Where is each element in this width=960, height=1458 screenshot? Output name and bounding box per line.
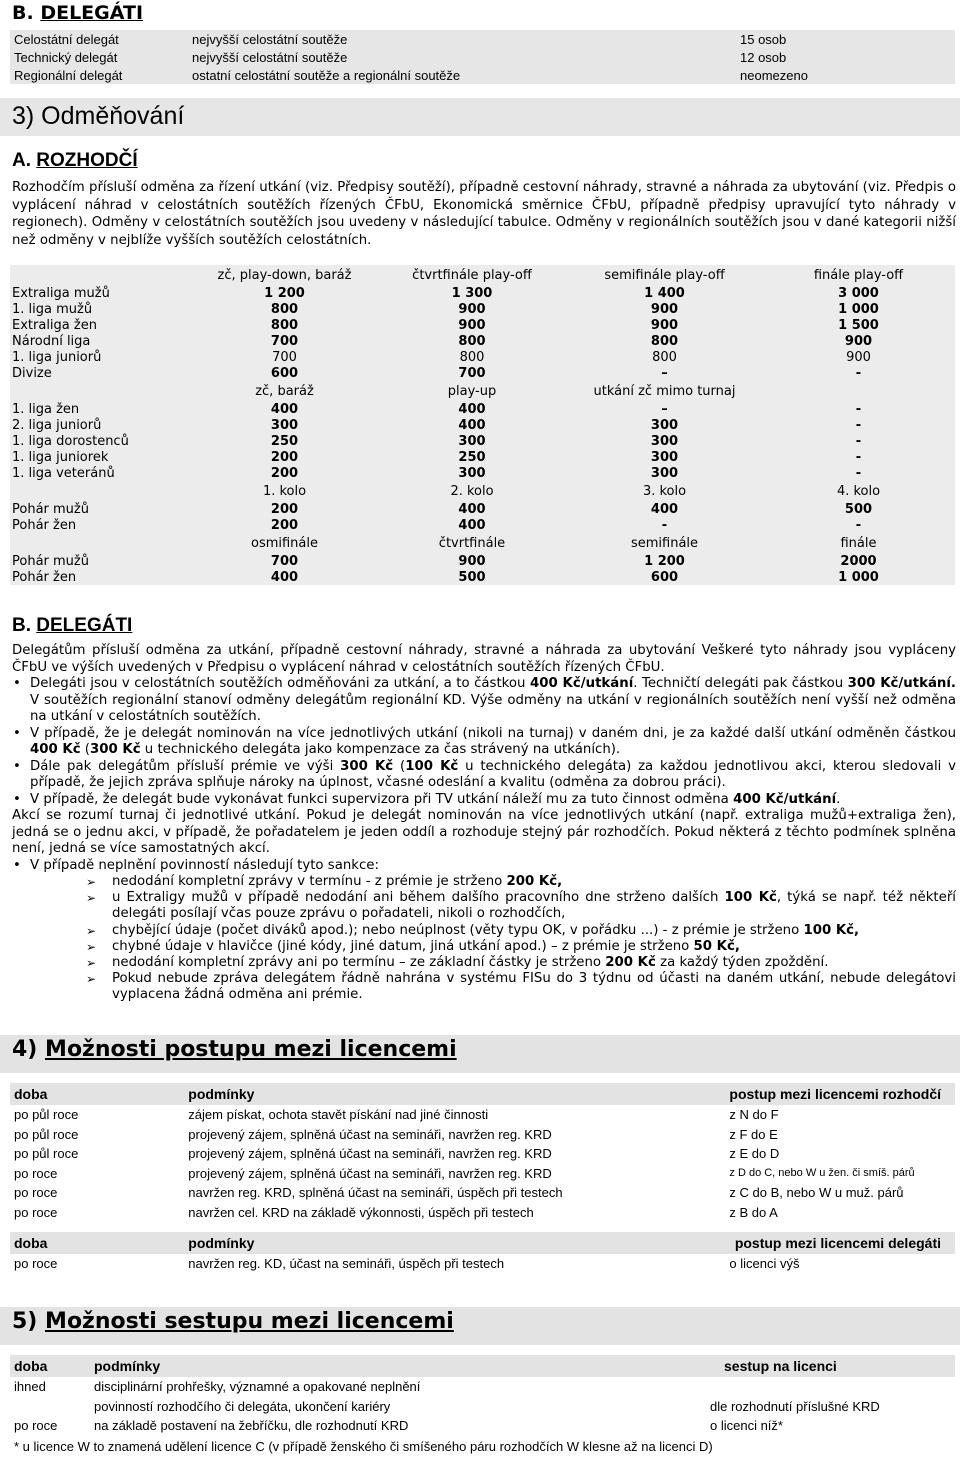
reward-value: 250 <box>192 433 377 449</box>
reward-value: 700 <box>192 333 377 349</box>
section-letter: B. <box>12 615 31 636</box>
cell-promotion: z B do A <box>729 1204 778 1220</box>
delegates-intro: Delegátům přísluší odměna za utkání, případně cestovní náhrady, stravné a náhrada za ubytování Veškeré tyto náhrady jsou vypláceny ČFbU ve výších uvedených v Předpisu o vyplácení náhrad v celostátních soutěžích řízených ČFbU. <box>12 643 956 675</box>
section5-band <box>0 1307 960 1345</box>
license-promotion-table <box>10 1083 955 1274</box>
action-definition: Akcí se rozumí turnaj či jednotlivé utkání. Pokud je delegát nominován na více jednotlivých utkání (např. extraliga mužů+extraliga žen), jedná se o jednu akci, v případě, že pořadatelem je jeden oddíl a rozhoduje stejný pár rozhodčích. Pokud některá z těchto podmínek splněna není, jedná se více samostatných akcí. <box>12 808 956 856</box>
reward-value: 200 <box>192 465 377 481</box>
competition-label: 1. liga veteránů <box>10 465 192 481</box>
reward-value: - <box>762 449 955 465</box>
competition-label: Extraliga mužů <box>10 285 192 301</box>
reward-value: 1 000 <box>762 569 955 585</box>
cell-conditions: projevený zájem, splněná účast na semináři, navržen reg. KRD <box>188 1126 552 1142</box>
delegate-role: Technický delegát <box>14 49 118 65</box>
table-row <box>10 1164 955 1184</box>
reward-value: 900 <box>567 317 762 333</box>
footnote: * u licence W to znamená udělení licence C (v případě ženského či smíšeného páru rozhodčích W klesne až na licenci D) <box>14 1439 713 1454</box>
cell-promotion: z F do E <box>729 1126 778 1142</box>
table-header-row <box>10 1232 955 1254</box>
delegates-heading-top <box>12 2 143 24</box>
reward-value: 900 <box>762 349 955 365</box>
table-row <box>10 317 955 333</box>
section-number: 4) <box>12 1037 38 1062</box>
reward-value: 900 <box>377 553 567 569</box>
list-item: • Dále pak delegátům přísluší prémie ve výši 300 Kč (100 Kč u technického delegáta) za každou jednotlivou akci, kterou sledovali v případě, že jejich zpráva splňuje nároky na úplnost, včasné odeslání a kvalitu (odměna za dobrou práci). <box>12 759 956 792</box>
competition-label: 2. liga juniorů <box>10 417 192 433</box>
cell-period: po roce <box>14 1204 58 1220</box>
reward-value: 400 <box>192 569 377 585</box>
competition-label: Pohár žen <box>10 517 192 533</box>
cell-conditions: povinností rozhodčího či delegáta, ukončení kariéry <box>94 1398 391 1414</box>
group-header-blank <box>10 481 192 501</box>
cell-conditions: disciplinární prohřešky, významné a opakované neplnění <box>94 1379 421 1395</box>
reward-value: 700 <box>377 365 567 381</box>
column-header: 3. kolo <box>567 481 762 501</box>
table-row <box>10 333 955 349</box>
reward-value: 600 <box>567 569 762 585</box>
table-row <box>10 1183 955 1203</box>
reward-value: 300 <box>377 433 567 449</box>
column-header: čtvrtfinále play-off <box>377 265 567 285</box>
reward-value: 600 <box>192 365 377 381</box>
table-row <box>10 569 955 585</box>
reward-value: 800 <box>377 349 567 365</box>
reward-value: 300 <box>567 449 762 465</box>
column-header: postup mezi licencemi rozhodčí <box>725 1083 955 1105</box>
table-row <box>10 1203 955 1223</box>
cell-promotion: z C do B, nebo W u muž. párů <box>729 1185 904 1201</box>
reward-value: - <box>762 465 955 481</box>
reward-value: 3 000 <box>762 285 955 301</box>
cell-conditions: navržen reg. KD, účast na semináři, úspěch při testech <box>188 1256 505 1272</box>
table-row <box>10 433 955 449</box>
reward-value: 200 <box>192 517 377 533</box>
table-row <box>10 417 955 433</box>
competition-label: Pohár mužů <box>10 501 192 517</box>
reward-value: 400 <box>377 501 567 517</box>
cell-period: po půl roce <box>14 1146 79 1162</box>
reward-value: - <box>762 417 955 433</box>
delegate-scope: nejvyšší celostátní soutěže <box>192 49 348 65</box>
table-row <box>10 449 955 465</box>
section3-title: 3) Odměňování <box>12 102 185 130</box>
section-letter: A. <box>12 150 31 171</box>
reward-value: 300 <box>192 417 377 433</box>
reward-value: - <box>762 517 955 533</box>
cell-promotion: o licenci výš <box>729 1256 800 1272</box>
sanction-item: ➢ chybné údaje v hlavičce (jiné kódy, jiné datum, jiná utkání apod.) – z prémie je strženo 50 Kč, <box>86 938 740 954</box>
cell-period: ihned <box>14 1379 46 1395</box>
reward-value: 200 <box>192 449 377 465</box>
column-header: finále play-off <box>762 265 955 285</box>
delegate-count: 15 osob <box>740 31 787 47</box>
column-header: 1. kolo <box>192 481 377 501</box>
list-item: • V případě, že je delegát nominován na více jednotlivých utkání (nikoli na turnaj) v daném dni, je za každé další utkání odměněn částkou 400 Kč (300 Kč u technického delegáta jako kompenzace za čas strávený na utkáních). <box>12 726 956 759</box>
section-title: Možnosti postupu mezi licencemi <box>45 1037 457 1062</box>
reward-value: 300 <box>567 433 762 449</box>
table-row <box>10 501 955 517</box>
competition-label: 1. liga žen <box>10 401 192 417</box>
table-row <box>10 1254 955 1274</box>
referee-rewards-table <box>10 265 955 585</box>
reward-value: 800 <box>192 301 377 317</box>
cell-conditions: navržen reg. KRD, splněná účast na semináři, úspěch při testech <box>188 1185 563 1201</box>
table-header-row <box>10 1355 955 1377</box>
cell-conditions: projevený zájem, splněná účast na semináři, navržen reg. KRD <box>188 1165 552 1181</box>
reward-value: 1 200 <box>192 285 377 301</box>
reward-value: 500 <box>762 501 955 517</box>
table-row <box>10 1105 955 1125</box>
cell-conditions: na základě postavení na žebříčku, dle rozhodnutí KRD <box>94 1418 409 1434</box>
delegates-body <box>12 643 956 1004</box>
table-row <box>10 66 955 84</box>
cell-period: po roce <box>14 1185 58 1201</box>
reward-value: 200 <box>192 501 377 517</box>
column-header: podmínky <box>90 1355 706 1377</box>
arrow-icon: ➢ <box>86 939 97 954</box>
reward-value: – <box>567 401 762 417</box>
arrow-icon: ➢ <box>86 972 97 987</box>
competition-label: Extraliga žen <box>10 317 192 333</box>
delegate-count: neomezeno <box>740 67 808 83</box>
column-header: play-up <box>377 381 567 401</box>
reward-value: - <box>762 433 955 449</box>
list-item: • V případě, že delegát bude vykonávat funkci supervizora při TV utkání náleží mu za tuto činnost odměna 400 Kč/utkání. <box>12 792 956 809</box>
section4-title <box>12 1037 457 1062</box>
reward-value: 800 <box>377 333 567 349</box>
competition-label: Divize <box>10 365 192 381</box>
column-header: osmifinále <box>192 533 377 553</box>
table-row <box>10 30 955 48</box>
reward-value: 300 <box>377 465 567 481</box>
column-header: postup mezi licencemi delegáti <box>725 1232 955 1254</box>
competition-label: 1. liga mužů <box>10 301 192 317</box>
table-row <box>10 1125 955 1145</box>
delegate-role: Regionální delegát <box>14 67 123 83</box>
delegate-role: Celostátní delegát <box>14 31 119 47</box>
delegate-scope: ostatní celostátní soutěže a regionální soutěže <box>192 67 461 83</box>
reward-value: 800 <box>567 333 762 349</box>
reward-value: 700 <box>192 553 377 569</box>
referees-paragraph: Rozhodčím přísluší odměna za řízení utkání (viz. Předpisy soutěží), případně cestovní náhrady, stravné a náhrada za ubytování (viz. Předpis o vyplácení náhrad v celostátních soutěžích řízených ČFbU, Ekonomická směrnice ČFbU, případně předpisy upravující tyto náhrady v regionech). Odměny v celostátních soutěžích jsou uvedeny v následující tabulce. Odměny v regionálních soutěžích jsou v dané kategorii nižší než odměny v nejblíže vyšších soutěžích celostátních. <box>12 180 956 248</box>
section-number: 5) <box>12 1309 38 1334</box>
cell-demotion <box>706 1377 955 1397</box>
group-header-blank <box>10 381 192 401</box>
column-header: doba <box>10 1083 184 1105</box>
cell-demotion: dle rozhodnutí příslušné KRD <box>710 1398 880 1414</box>
reward-value: 1 300 <box>377 285 567 301</box>
cell-period: po půl roce <box>14 1126 79 1142</box>
cell-period: po půl roce <box>14 1107 79 1123</box>
arrow-icon: ➢ <box>86 923 97 938</box>
cell-period: po roce <box>14 1165 58 1181</box>
reward-value: – <box>567 365 762 381</box>
reward-value: 900 <box>377 301 567 317</box>
reward-value: - <box>762 401 955 417</box>
delegate-types-table <box>10 30 955 84</box>
competition-label: 1. liga juniorů <box>10 349 192 365</box>
group-header-blank <box>10 265 192 285</box>
section4-band <box>0 1035 960 1073</box>
sanction-item: ➢ u Extraligy mužů v případě nedodání ani během dalšího pracovního dne strženo dalších 100 Kč, týká se např. též někteří delegáti posílají včas pouze zprávu o pořadateli, nikoli o rozhodčích, <box>86 890 956 922</box>
cell-period: po roce <box>14 1418 58 1434</box>
reward-value: 800 <box>567 349 762 365</box>
reward-value: - <box>567 517 762 533</box>
reward-value: 900 <box>762 333 955 349</box>
group-header-row <box>10 533 955 553</box>
column-header <box>762 381 955 401</box>
table-row <box>10 517 955 533</box>
reward-value: 2000 <box>762 553 955 569</box>
table-row <box>10 1377 955 1397</box>
column-header: 4. kolo <box>762 481 955 501</box>
section-title: Možnosti sestupu mezi licencemi <box>45 1309 454 1334</box>
reward-value: 400 <box>377 401 567 417</box>
cell-promotion: z N do F <box>729 1107 779 1123</box>
reward-value: 700 <box>192 349 377 365</box>
column-header: podmínky <box>184 1083 725 1105</box>
table-row <box>10 48 955 66</box>
referees-heading <box>12 150 138 172</box>
sanction-item: ➢ chybějící údaje (počet diváků apod.); nebo neúplnost (věty typu OK, v pořádku ...) - z prémie je strženo 100 Kč, <box>86 922 860 938</box>
table-row <box>10 465 955 481</box>
competition-label: Pohár žen <box>10 569 192 585</box>
column-header: čtvrtfinále <box>377 533 567 553</box>
column-header: podmínky <box>184 1232 725 1254</box>
list-item: • Delegáti jsou v celostátních soutěžích odměňováni za utkání, a to částkou 400 Kč/utkání. Techničtí delegáti pak částkou 300 Kč/utkání. V soutěžích regionální stanoví odměny delegátům regionální KD. Výše odměny na utkání v regionálních soutěžích není vyšší než odměna na utkání v celostátních soutěžích. <box>12 676 956 726</box>
cell-promotion: z D do C, nebo W u žen. či smíš. párů <box>729 1167 915 1180</box>
reward-value: 250 <box>377 449 567 465</box>
table-row <box>10 349 955 365</box>
table-row <box>10 365 955 381</box>
reward-value: 1 500 <box>762 317 955 333</box>
column-header: utkání zč mimo turnaj <box>567 381 762 401</box>
group-header-blank <box>10 533 192 553</box>
sanctions-bullet-list <box>12 858 956 875</box>
table-row <box>10 285 955 301</box>
reward-value: 400 <box>377 517 567 533</box>
competition-label: Pohár mužů <box>10 553 192 569</box>
arrow-icon: ➢ <box>86 891 97 906</box>
cell-demotion: o licenci níž* <box>710 1418 783 1434</box>
cell-period <box>10 1397 90 1417</box>
reward-value: - <box>762 365 955 381</box>
reward-value: 400 <box>567 501 762 517</box>
reward-value: 900 <box>377 317 567 333</box>
reward-value: 300 <box>567 417 762 433</box>
delegate-count: 12 osob <box>740 49 787 65</box>
column-header: semifinále <box>567 533 762 553</box>
table-row <box>10 1144 955 1164</box>
sanction-item: ➢ nedodání kompletní zprávy v termínu - z prémie je strženo 200 Kč, <box>86 874 563 889</box>
arrow-icon: ➢ <box>86 956 97 971</box>
cell-conditions: projevený zájem, splněná účast na semináři, navržen reg. KRD <box>188 1146 552 1162</box>
cell-conditions: navržen cel. KRD na základě výkonnosti, úspěch při testech <box>188 1204 534 1220</box>
reward-value: 800 <box>192 317 377 333</box>
license-demotion-table <box>10 1355 955 1436</box>
column-header: doba <box>10 1355 90 1377</box>
section-title: DELEGÁTI <box>36 615 133 636</box>
column-header: sestup na licenci <box>706 1355 955 1377</box>
group-header-row <box>10 381 955 401</box>
column-header: 2. kolo <box>377 481 567 501</box>
reward-value: 400 <box>377 417 567 433</box>
section-letter: B. <box>12 2 34 24</box>
table-row <box>10 1397 955 1417</box>
reward-value: 1 400 <box>567 285 762 301</box>
column-header: zč, baráž <box>192 381 377 401</box>
cell-conditions: zájem pískat, ochota stavět pískání nad jiné činnosti <box>188 1107 489 1123</box>
sanction-item: ➢ nedodání kompletní zprávy ani po termínu – ze základní částky je strženo 200 Kč za každý týden zpoždění. <box>86 955 829 971</box>
delegates-heading <box>12 615 132 637</box>
table-row <box>10 401 955 417</box>
competition-label: 1. liga dorostenců <box>10 433 192 449</box>
sanctions-list <box>86 874 956 1004</box>
list-item: • V případě neplnění povinností následují tyto sankce: <box>12 858 956 875</box>
reward-value: 1 200 <box>567 553 762 569</box>
column-header: doba <box>10 1232 184 1254</box>
table-header-row <box>10 1083 955 1105</box>
section-title: DELEGÁTI <box>40 2 144 24</box>
competition-label: 1. liga juniorek <box>10 449 192 465</box>
table-row <box>10 1416 955 1436</box>
section-title: ROZHODČÍ <box>36 150 138 171</box>
competition-label: Národní liga <box>10 333 192 349</box>
cell-promotion: z E do D <box>729 1146 780 1162</box>
reward-value: 900 <box>567 301 762 317</box>
table-row <box>10 301 955 317</box>
group-header-row <box>10 265 955 285</box>
cell-period: po roce <box>14 1256 58 1272</box>
table-row <box>10 553 955 569</box>
delegate-scope: nejvyšší celostátní soutěže <box>192 31 348 47</box>
column-header: finále <box>762 533 955 553</box>
column-header: zč, play-down, baráž <box>192 265 377 285</box>
reward-value: 300 <box>567 465 762 481</box>
reward-value: 1 000 <box>762 301 955 317</box>
arrow-icon: ➢ <box>86 875 97 889</box>
delegates-bullets <box>12 676 956 808</box>
section5-title <box>12 1309 454 1334</box>
group-header-row <box>10 481 955 501</box>
column-header: semifinále play-off <box>567 265 762 285</box>
reward-value: 500 <box>377 569 567 585</box>
reward-value: 400 <box>192 401 377 417</box>
sanction-item: ➢ Pokud nebude zpráva delegátem řádně nahrána v systému FISu do 3 týdnu od účasti na daném utkání, nebude delegátovi vyplacena žádná odměna ani prémie. <box>86 971 956 1003</box>
